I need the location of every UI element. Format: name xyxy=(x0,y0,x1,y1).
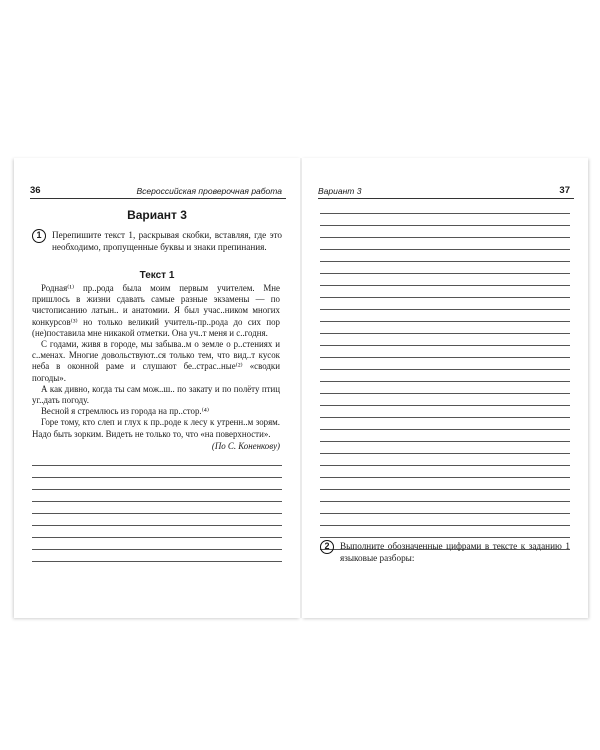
paragraph: Горе тому, кто слеп и глух к пр..роде к лесу к утренн..м зорям. Надо быть зорким. Видеть не только то, что «на поверхности». xyxy=(32,417,280,439)
task-2 xyxy=(320,540,570,564)
answer-line[interactable] xyxy=(320,262,570,274)
answer-line[interactable] xyxy=(320,202,570,214)
variant-title: Вариант 3 xyxy=(127,208,187,222)
answer-line[interactable] xyxy=(320,298,570,310)
task-number-badge: 1 xyxy=(32,229,46,243)
text-title: Текст 1 xyxy=(139,270,175,281)
answer-line[interactable] xyxy=(320,430,570,442)
answer-line[interactable] xyxy=(320,514,570,526)
answer-line[interactable] xyxy=(320,274,570,286)
answer-lines[interactable] xyxy=(320,202,570,550)
answer-line[interactable] xyxy=(32,514,282,526)
answer-line[interactable] xyxy=(320,370,570,382)
paragraph: А как дивно, когда ты сам мож..ш.. по закату и по полёту птиц уг..дать погоду. xyxy=(32,383,280,406)
answer-line[interactable] xyxy=(320,526,570,538)
answer-line[interactable] xyxy=(320,418,570,430)
paragraph: Родная⁽¹⁾ пр..рода была моим первым учителем. Мне пришлось в жизни сдавать самые разные экзамены — по чистописанию латын.. и анатомии. Я был учас..ником многих конкурсов⁽³⁾ но только великий учитель-пр..рода до сих пор (не)поставила мне никакой отметки. Она уч..т меня и с..годня. xyxy=(32,283,280,338)
page-number: 37 xyxy=(559,185,570,196)
answer-line[interactable] xyxy=(320,466,570,478)
answer-line[interactable] xyxy=(320,490,570,502)
right-page-header xyxy=(318,184,574,199)
answer-line[interactable] xyxy=(320,286,570,298)
answer-lines[interactable] xyxy=(32,454,282,562)
answer-line[interactable] xyxy=(320,310,570,322)
running-title: Вариант 3 xyxy=(318,186,362,196)
answer-line[interactable] xyxy=(320,358,570,370)
answer-line[interactable] xyxy=(32,526,282,538)
task-1 xyxy=(32,229,282,253)
answer-line[interactable] xyxy=(320,250,570,262)
paragraph: Весной я стремлюсь из города на пр..стор.⁽⁴⁾ xyxy=(41,406,210,417)
author-attribution: (По С. Коненкову) xyxy=(211,440,280,451)
task-number-badge: 2 xyxy=(320,540,334,554)
answer-line[interactable] xyxy=(320,322,570,334)
answer-line[interactable] xyxy=(320,382,570,394)
answer-line[interactable] xyxy=(32,490,282,502)
left-page xyxy=(14,158,300,618)
answer-line[interactable] xyxy=(320,334,570,346)
task-1-instruction: Перепишите текст 1, раскрывая скобки, вставляя, где это необходимо, пропущенные буквы и знаки препинания. xyxy=(52,230,282,252)
answer-line[interactable] xyxy=(320,502,570,514)
answer-line[interactable] xyxy=(32,550,282,562)
answer-line[interactable] xyxy=(320,406,570,418)
answer-line[interactable] xyxy=(32,538,282,550)
left-page-header xyxy=(30,184,286,199)
exercise-text xyxy=(32,283,280,452)
answer-line[interactable] xyxy=(320,238,570,250)
answer-line[interactable] xyxy=(320,454,570,466)
answer-line[interactable] xyxy=(320,394,570,406)
task-2-instruction: Выполните обозначенные цифрами в тексте к заданию 1 языковые разборы: xyxy=(340,541,570,563)
page-number: 36 xyxy=(30,185,41,196)
answer-line[interactable] xyxy=(320,226,570,238)
answer-line[interactable] xyxy=(320,478,570,490)
answer-line[interactable] xyxy=(32,478,282,490)
answer-line[interactable] xyxy=(320,442,570,454)
paragraph: С годами, живя в городе, мы забыва..м о земле о р..стениях и с..менах. Многие довольствуют..ся только тем, что вид..т кусок неба в оконной раме и слушают бе..страс..ные⁽²⁾ «сводки погоды». xyxy=(32,339,280,383)
answer-line[interactable] xyxy=(32,454,282,466)
answer-line[interactable] xyxy=(32,466,282,478)
answer-line[interactable] xyxy=(320,346,570,358)
answer-line[interactable] xyxy=(32,502,282,514)
answer-line[interactable] xyxy=(320,214,570,226)
right-page xyxy=(302,158,588,618)
running-title: Всероссийская проверочная работа xyxy=(136,186,282,196)
